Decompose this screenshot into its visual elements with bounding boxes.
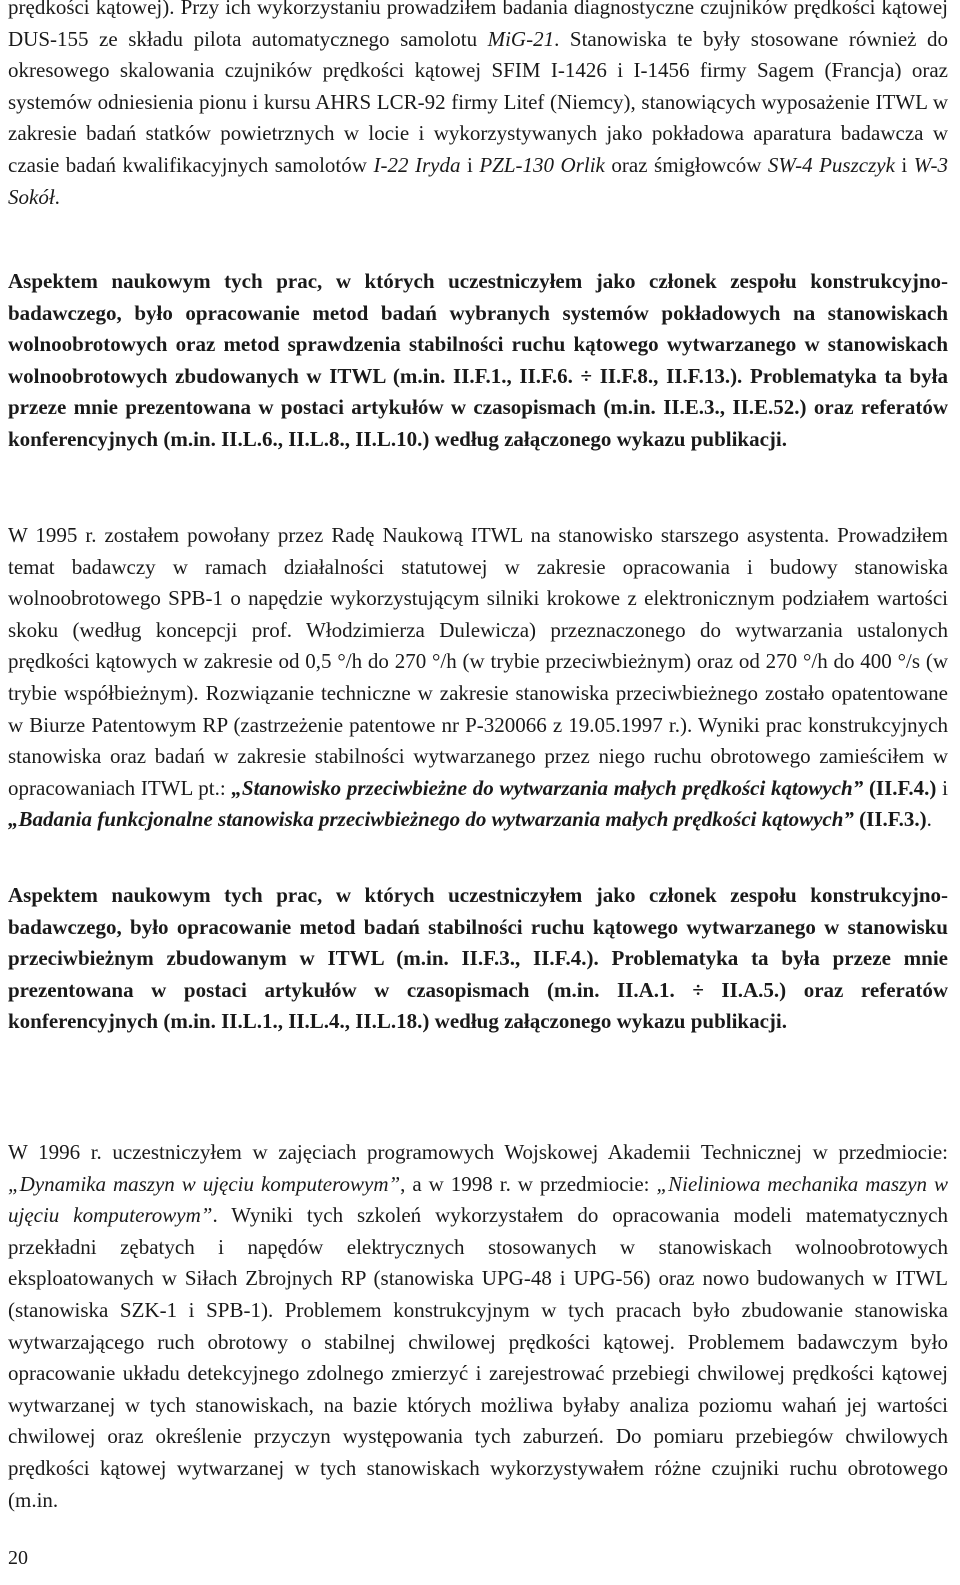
text-run: . Wyniki tych szkoleń wykorzystałem do opracowania modeli matematycznych przekładni zębatych i napędów elektrycznych stosowanych w stanowiskach wolnoobrotowych eksploatowanych w Siłach Zbrojnych RP (stanowiska UPG-48 i UPG-56) oraz nowo budowanych w ITWL (stanowiska SZK-1 i SPB-1). Problemem konstrukcyjnym w tych pracach było zbudowanie stanowiska wytwarzającego ruch obrotowy o stabilnej chwilowej prędkości kątowej. Problemem badawczym było opracowanie układu detekcyjnego zdolnego zmierzyć i zarejestrować przebiegi chwilowej prędkości kątowej wytwarzanej w tych stanowiskach, na bazie których możliwa byłaby analiza poziomu wahań jej wartości chwilowej oraz określenie przyczyn występowania tych zaburzeń. Do pomiaru przebiegów chwilowych prędkości kątowej wytwarzanej w tych stanowiskach wykorzystywałem różne czujniki ruchu obrotowego (m.in.: [8, 1203, 948, 1512]
text-run: „Dynamika maszyn w ujęciu komputerowym”: [8, 1171, 401, 1196]
text-run: . Stanowiska te były stosowane również do okresowego skalowania czujników prędkości kątowej SFIM I-1426 i I-1456 firmy Sagem (Francja) oraz systemów odniesienia pionu i kursu AHRS LCR-92 firmy Litef (Niemcy), stanowiących wyposażenie ITWL w zakresie badań statków powietrznych w locie i wykorzystywanych jako pokładowa aparatura badawcza w czasie badań kwalifikacyjnych samolotów: [8, 26, 948, 177]
text-run: W 1996 r. uczestniczyłem w zajęciach programowych Wojskowej Akademii Technicznej w przedmiocie:: [8, 1140, 948, 1164]
paragraph-scientific-aspect-2: Aspektem naukowym tych prac, w których uczestniczyłem jako członek zespołu konstrukcyjno-badawczego, było opracowanie metod badań stabilności ruchu kątowego wytwarzanego w stanowisku przeciwbieżnym zbudowanym w ITWL (m.in. II.F.3., II.F.4.). Problematyka ta była przeze mnie prezentowana w postaci artykułów w czasopismach (m.in. II.A.1. ÷ II.A.5.) oraz referatów konferencyjnych (m.in. II.L.1., II.L.4., II.L.18.) według załączonego wykazu publikacji.: [8, 883, 948, 1034]
text-run: PZL-130 Orlik: [479, 152, 605, 177]
text-run: prędkości kątowej). Przy ich wykorzystaniu prowadziłem badania diagnostyczne czujników prędkości kątowej DUS-155 ze składu pilota automatycznego samolotu: [8, 0, 948, 51]
text-run: .: [926, 807, 932, 832]
text-run: W-3 Sokół: [8, 152, 948, 209]
page-number: 20: [8, 1547, 28, 1569]
paragraph-1995-assistant-position: [8, 520, 948, 836]
text-run: „Stanowisko przeciwbieżne do wytwarzania małych prędkości kątowych”: [231, 775, 864, 800]
text-run: MiG-21: [487, 26, 555, 51]
text-run: W 1995 r. zostałem powołany przez Radę Naukową ITWL na stanowisko starszego asystenta. Prowadziłem temat badawczy w ramach działalności statutowej w zakresie opracowania i budowy stanowiska wolnoobrotowego SPB-1 o napędzie wykorzystującym silniki krokowe z elektronicznym podziałem wartości skoku (według koncepcji prof. Włodzimierza Dulewicza) przeznaczonego do wytwarzania ustalonych prędkości kątowych w zakresie od 0,5 °/h do 270 °/h (w trybie przeciwbieżnym) oraz od 270 °/h do 400 °/s (w trybie współbieżnym). Rozwiązanie techniczne w zakresie stanowiska przeciwbieżnego zostało opatentowane w Biurze Patentowym RP (zastrzeżenie patentowe nr P-320066 z 19.05.1997 r.). Wyniki prac konstrukcyjnych stanowiska oraz badań w zakresie stabilności wytwarzanego przez niego ruchu obrotowego zamieściłem w opracowaniach ITWL pt.:: [8, 523, 948, 800]
text-run: (II.F.4.): [863, 775, 937, 800]
text-run: SW-4 Puszczyk: [767, 152, 895, 177]
text-run: „Nieliniowa mechanika maszyn w ujęciu komputerowym”: [8, 1171, 948, 1228]
text-run: , a w 1998 r. w przedmiocie:: [400, 1171, 657, 1196]
paragraph-1996-wat-courses: [8, 1137, 948, 1516]
paragraph-angular-velocity-sensor-testing: [8, 0, 948, 213]
text-run: i: [894, 152, 914, 177]
text-run: „Badania funkcjonalne stanowiska przeciwbieżnego do wytwarzania małych prędkości kątowych”: [8, 807, 854, 832]
text-run: oraz śmigłowców: [604, 152, 768, 177]
text-run: I-22 Iryda: [373, 152, 461, 177]
text-run: i: [936, 775, 948, 800]
text-run: i: [460, 152, 480, 177]
text-run: (II.F.3.): [853, 807, 927, 832]
text-run: .: [54, 184, 60, 209]
paragraph-scientific-aspect-1: Aspektem naukowym tych prac, w których uczestniczyłem jako członek zespołu konstrukcyjno-badawczego, było opracowanie metod badań wybranych systemów pokładowych na stanowiskach wolnoobrotowych oraz metod sprawdzenia stabilności ruchu kątowego wytwarzanego w stanowiskach wolnoobrotowych zbudowanych w ITWL (m.in. II.F.1., II.F.6. ÷ II.F.8., II.F.13.). Problematyka ta była przeze mnie prezentowana w postaci artykułów w czasopismach (m.in. II.E.3., II.E.52.) oraz referatów konferencyjnych (m.in. II.L.6., II.L.8., II.L.10.) według załączonego wykazu publikacji.: [8, 269, 948, 451]
